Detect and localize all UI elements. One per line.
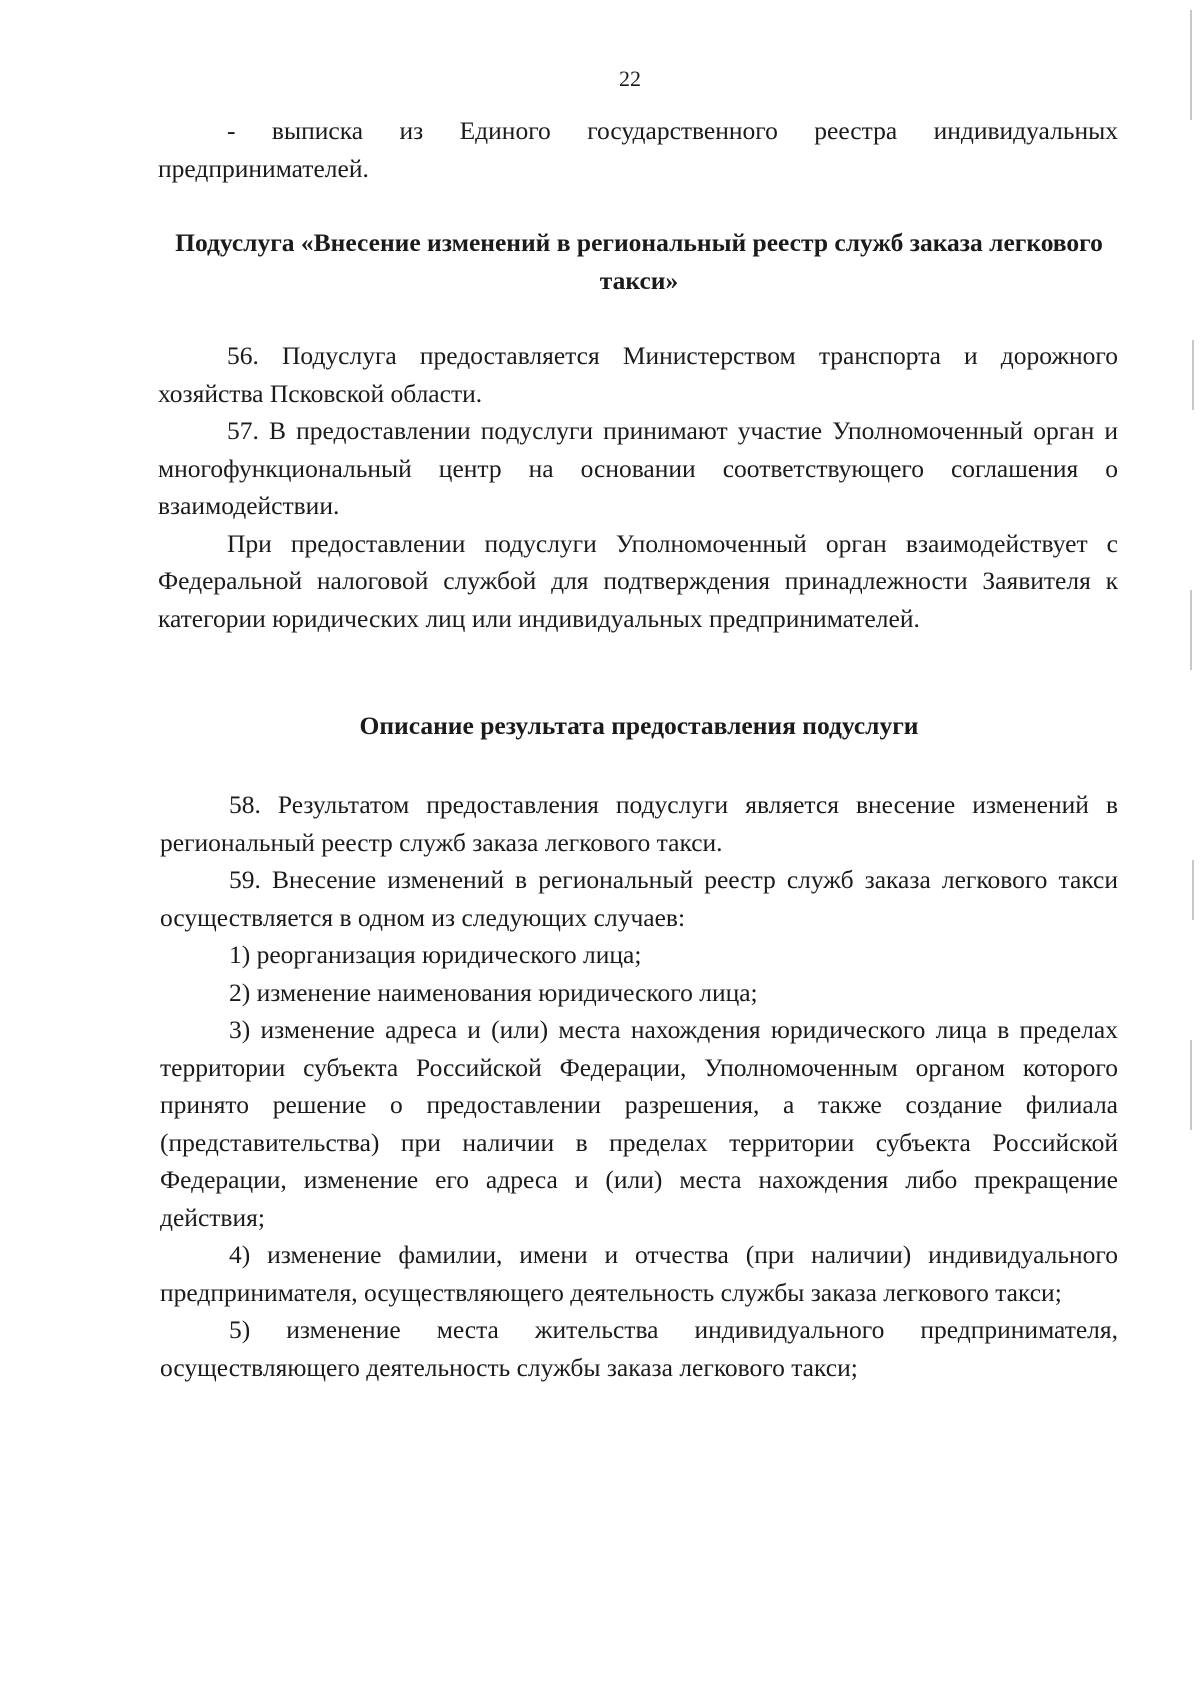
- scan-edge-mark: [1190, 1040, 1192, 1130]
- list-item-2: 2) изменение наименования юридического лица;: [229, 977, 758, 1007]
- list-item-5: 5) изменение места жительства индивидуального предпринимателя, осуществляющего деятельность службы заказа легкового такси;: [160, 1315, 1118, 1382]
- list-item-1: 1) реорганизация юридического лица;: [229, 940, 642, 969]
- list-item-4: 4) изменение фамилии, имени и отчества (при наличии) индивидуального предпринимателя, осуществляющего деятельность службы заказа легкового такси;: [160, 1240, 1118, 1307]
- section2-heading: Описание результата предоставления подуслуги: [359, 711, 919, 740]
- intro-paragraph: - выписка из Единого государственного реестра индивидуальных предпринимателей.: [158, 116, 1118, 183]
- section1-heading: Подуслуга «Внесение изменений в региональный реестр служб заказа легкового такси»: [175, 228, 1103, 295]
- scan-edge-mark: [1190, 10, 1192, 120]
- section2-body: [160, 786, 1118, 1386]
- scan-edge-mark: [1190, 590, 1192, 670]
- section1-body: [158, 337, 1118, 637]
- paragraph-57: 57. В предоставлении подуслуги принимают участие Уполномоченный орган и многофункциональный центр на основании соответствующего соглашения о взаимодействии.: [158, 416, 1118, 520]
- list-item-3: 3) изменение адреса и (или) места нахождения юридического лица в пределах территории субъекта Российской Федерации, Уполномоченным органом которого принято решение о предоставлении разрешения, а также создание филиала (представительства) при наличии в пределах территории субъекта Российской Федерации, изменение его адреса и (или) места нахождения либо прекращение действия;: [160, 1015, 1118, 1232]
- paragraph-58: 58. Результатом предоставления подуслуги является внесение изменений в региональный реестр служб заказа легкового такси.: [160, 790, 1118, 857]
- paragraph-interaction: При предоставлении подуслуги Уполномоченный орган взаимодействует с Федеральной налоговой службой для подтверждения принадлежности Заявителя к категории юридических лиц или индивидуальных предпринимателей.: [158, 528, 1118, 633]
- page-number: 22: [619, 66, 641, 91]
- scan-edge-mark: [1192, 860, 1194, 920]
- intro-block: [158, 112, 1118, 187]
- paragraph-59: 59. Внесение изменений в региональный реестр служб заказа легкового такси осуществляется в одном из следующих случаев:: [160, 865, 1118, 932]
- paragraph-56: 56. Подуслуга предоставляется Министерством транспорта и дорожного хозяйства Псковской области.: [158, 341, 1118, 408]
- scan-edge-mark: [1192, 340, 1194, 410]
